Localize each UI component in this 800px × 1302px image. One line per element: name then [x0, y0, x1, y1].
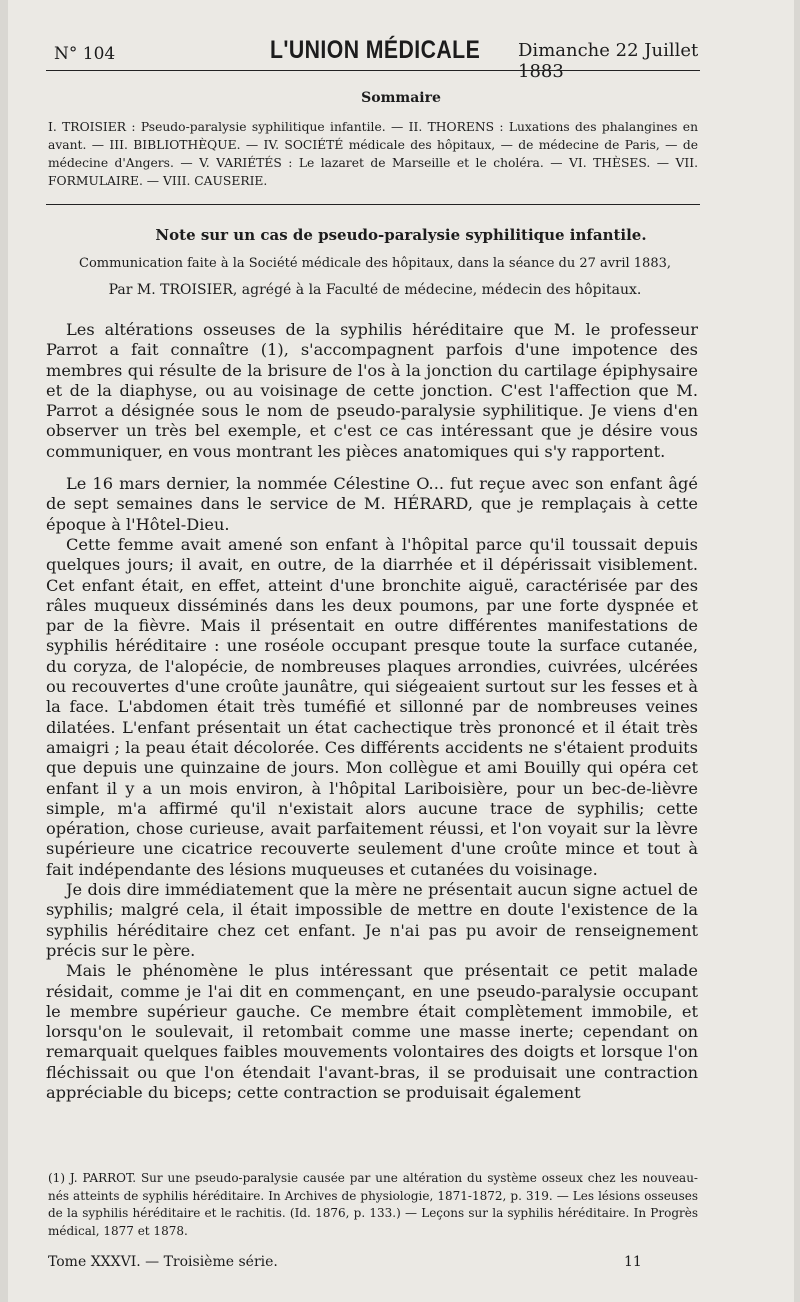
folio-number: 11	[624, 1254, 642, 1270]
article-title: Note sur un cas de pseudo-paralysie syphilitique infantile.	[155, 226, 647, 244]
issue-number: N° 104	[54, 44, 116, 64]
paragraph: Les altérations osseuses de la syphilis héréditaire que M. le professeur Parrot a fait connaître (1), s'accompagnent parfois d'une impotence des membres qui résulte de la brisure de l'os à la jonction du cartilage épiphysaire et de la diaphyse, ou au voisinage de cette jonction. C'est l'affection que M. Parrot a désignée sous le nom de pseudo-paralysie syphilitique. Je viens d'en observer un très bel exemple, et c'est ce cas intéressant que je désire vous communiquer, en vous montrant les pièces anatomiques qui s'y rapportent.	[46, 320, 698, 461]
paragraph: Cette femme avait amené son enfant à l'hôpital parce qu'il toussait depuis quelques jours; il avait, en outre, de la diarrhée et il dépérissait visiblement. Cet enfant était, en effet, atteint d'une bronchite aiguë, caractérisée par des râles muqueux disséminés dans les deux poumons, par une forte dyspnée et par de la fièvre. Mais il présentait en outre différentes manifestations de syphilis héréditaire : une roséole occupant presque toute la surface cutanée, du coryza, de l'alopécie, de nombreuses plaques arrondies, cuivrées, ulcérées ou recouvertes d'une croûte jaunâtre, qui siégeaient surtout sur les fesses et à la face. L'abdomen était très tuméfié et sillonné par de nombreuses veines dilatées. L'enfant présentait un état cachectique très prononcé et il était très amaigri ; la peau était décolorée. Ces différents accidents ne s'étaient produits que depuis une quinzaine de jours. Mon collègue et ami Bouilly qui opéra cet enfant il y a un mois environ, à l'hôpital Lariboisière, pour un bec-de-lièvre simple, m'a affirmé qu'il n'existait alors aucune trace de syphilis; cette opération, chose curieuse, avait parfaitement réussi, et l'on voyait sur la lèvre supérieure une cicatrice recouverte seulement d'une croûte mince et tout à fait indépendante des lésions muqueuses et cutanées du voisinage.	[46, 534, 698, 879]
issue-date: Dimanche 22 Juillet 1883	[518, 40, 699, 82]
paragraph: Le 16 mars dernier, la nommée Célestine O... fut reçue avec son enfant âgé de sept semaines dans le service de M. HÉRARD, que je remplaçais à cette époque à l'Hôtel-Dieu.	[46, 474, 698, 534]
paragraph: Mais le phénomène le plus intéressant que présentait ce petit malade résidait, comme je l'ai dit en commençant, en une pseudo-paralysie occupant le membre supérieur gauche. Ce membre était complètement immobile, et lorsqu'on le soulevait, il retombait comme une masse inerte; cependant on remarquait quelques faibles mouvements volontaires des doigts et lorsque l'on fléchissait ou que l'on étendait l'avant-bras, il se produisait une contraction appréciable du biceps; cette contraction se produisait également	[46, 961, 698, 1102]
page-header	[54, 34, 704, 82]
sommaire-rule	[46, 204, 700, 205]
sommaire-text: I. TROISIER : Pseudo-paralysie syphilitique infantile. — II. THORENS : Luxations des phalangines en avant. — III. BIBLIOTHÈQUE. — IV. SOCIÉTÉ médicale des hôpitaux, — de médecine de Paris, — de médecine d'Angers. — V. VARIÉTÉS : Le lazaret de Marseille et le choléra. — VI. THÈSES. — VII. FORMULAIRE. — VIII. CAUSERIE.	[48, 120, 698, 188]
article-body	[46, 320, 698, 1103]
journal-title: L'UNION MÉDICALE	[270, 36, 481, 64]
communication-line: Communication faite à la Société médicale des hôpitaux, dans la séance du 27 avril 1883,	[79, 256, 671, 271]
author-line: Par M. TROISIER, agrégé à la Faculté de médecine, médecin des hôpitaux.	[108, 282, 642, 298]
sommaire-title: Sommaire	[361, 90, 441, 106]
page-footer	[48, 1254, 648, 1270]
journal-page	[8, 0, 794, 1302]
paragraph: Je dois dire immédiatement que la mère ne présentait aucun signe actuel de syphilis; malgré cela, il était impossible de mettre en doute l'existence de la syphilis héréditaire chez cet enfant. Je n'ai pas pu avoir de renseignement précis sur le père.	[46, 880, 698, 960]
footnote: (1) J. PARROT. Sur une pseudo-paralysie causée par une altération du système osseux chez les nouveau-nés atteints de syphilis héréditaire. In Archives de physiologie, 1871-1872, p. 319. — Les lésions osseuses de la syphilis héréditaire et le rachitis. (Id. 1876, p. 133.) — Leçons sur la syphilis héréditaire. In Progrès médical, 1877 et 1878.	[48, 1171, 698, 1238]
header-rule	[46, 70, 700, 71]
volume-line: Tome XXXVI. — Troisième série.	[48, 1254, 278, 1270]
